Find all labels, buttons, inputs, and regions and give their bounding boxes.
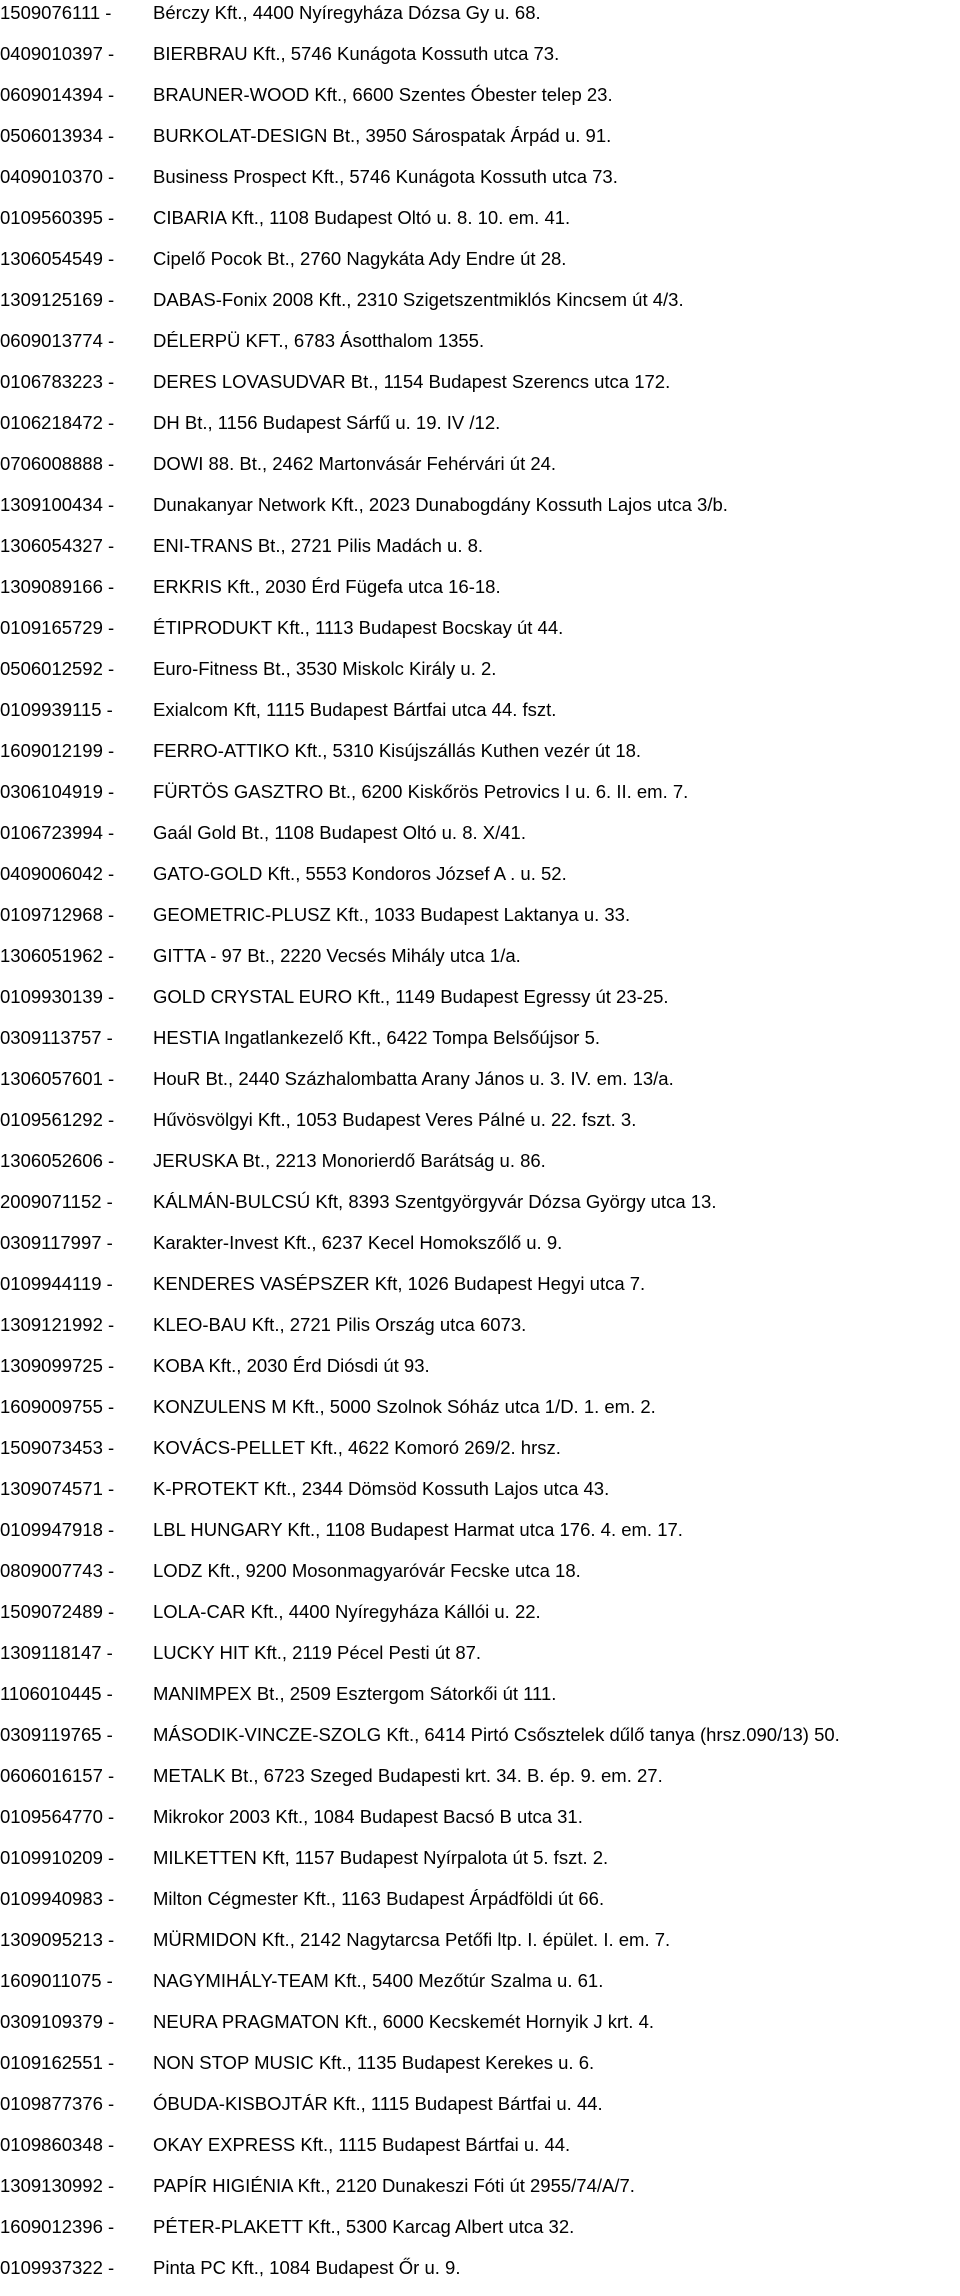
list-item <box>0 1353 960 1394</box>
company-name-and-address: LBL HUNGARY Kft., 1108 Budapest Harmat utca 176. 4. em. 17. <box>153 1519 683 1540</box>
registration-number: 0109939115 - <box>0 699 113 720</box>
list-item <box>0 697 960 738</box>
registration-number: 1306054327 - <box>0 535 115 556</box>
registration-number: 0606016157 - <box>0 1765 115 1786</box>
company-name-and-address: Bérczy Kft., 4400 Nyíregyháza Dózsa Gy u. 68. <box>153 2 541 23</box>
list-item <box>0 1230 960 1271</box>
company-name-and-address: GOLD CRYSTAL EURO Kft., 1149 Budapest Egressy út 23-25. <box>153 986 669 1007</box>
company-name-and-address: Karakter-Invest Kft., 6237 Kecel Homokszőlő u. 9. <box>153 1232 563 1253</box>
registration-number: 1309099725 - <box>0 1355 115 1376</box>
registration-number: 1609009755 - <box>0 1396 115 1417</box>
list-item <box>0 1968 960 2009</box>
company-name-and-address: MILKETTEN Kft, 1157 Budapest Nyírpalota út 5. fszt. 2. <box>153 1847 609 1868</box>
company-name-and-address: JERUSKA Bt., 2213 Monorierdő Barátság u. 86. <box>153 1150 546 1171</box>
registration-number: 0106783223 - <box>0 371 115 392</box>
company-name-and-address: HouR Bt., 2440 Százhalombatta Arany János u. 3. IV. em. 13/a. <box>153 1068 674 1089</box>
company-name-and-address: Exialcom Kft, 1115 Budapest Bártfai utca 44. fszt. <box>153 699 557 720</box>
company-name-and-address: KONZULENS M Kft., 5000 Szolnok Sóház utca 1/D. 1. em. 2. <box>153 1396 656 1417</box>
registration-number: 1309118147 - <box>0 1642 113 1663</box>
registration-number: 0409006042 - <box>0 863 115 884</box>
list-item <box>0 574 960 615</box>
company-name-and-address: Pinta PC Kft., 1084 Budapest Őr u. 9. <box>153 2257 461 2278</box>
registration-number: 1306052606 - <box>0 1150 115 1171</box>
company-name-and-address: MÁSODIK-VINCZE-SZOLG Kft., 6414 Pirtó Csősztelek dűlő tanya (hrsz.090/13) 50. <box>153 1724 840 1745</box>
registration-number: 0109162551 - <box>0 2052 115 2073</box>
company-name-and-address: KOBA Kft., 2030 Érd Diósdi út 93. <box>153 1355 430 1376</box>
list-item <box>0 1476 960 1517</box>
list-item <box>0 1107 960 1148</box>
list-item <box>0 246 960 287</box>
registration-number: 1509073453 - <box>0 1437 115 1458</box>
company-name-and-address: FERRO-ATTIKO Kft., 5310 Kisújszállás Kuthen vezér út 18. <box>153 740 642 761</box>
registration-number: 1509072489 - <box>0 1601 115 1622</box>
company-name-and-address: DERES LOVASUDVAR Bt., 1154 Budapest Szerencs utca 172. <box>153 371 671 392</box>
registration-number: 0109910209 - <box>0 1847 115 1868</box>
company-name-and-address: KLEO-BAU Kft., 2721 Pilis Ország utca 6073. <box>153 1314 527 1335</box>
company-name-and-address: GEOMETRIC-PLUSZ Kft., 1033 Budapest Laktanya u. 33. <box>153 904 631 925</box>
company-name-and-address: Gaál Gold Bt., 1108 Budapest Oltó u. 8. X/41. <box>153 822 526 843</box>
list-item <box>0 1886 960 1927</box>
list-item <box>0 1066 960 1107</box>
list-item <box>0 1517 960 1558</box>
list-item <box>0 328 960 369</box>
registration-number: 1309100434 - <box>0 494 115 515</box>
company-name-and-address: DABAS-Fonix 2008 Kft., 2310 Szigetszentmiklós Kincsem út 4/3. <box>153 289 684 310</box>
registration-number: 0109877376 - <box>0 2093 115 2114</box>
registration-number: 1509076111 - <box>0 2 112 23</box>
registration-number: 1306057601 - <box>0 1068 115 1089</box>
company-name-and-address: NAGYMIHÁLY-TEAM Kft., 5400 Mezőtúr Szalma u. 61. <box>153 1970 604 1991</box>
list-item <box>0 1025 960 1066</box>
company-name-and-address: BURKOLAT-DESIGN Bt., 3950 Sárospatak Árpád u. 91. <box>153 125 612 146</box>
registration-number: 1309125169 - <box>0 289 115 310</box>
list-item <box>0 1148 960 1189</box>
company-name-and-address: NON STOP MUSIC Kft., 1135 Budapest Kerekes u. 6. <box>153 2052 595 2073</box>
company-name-and-address: HESTIA Ingatlankezelő Kft., 6422 Tompa Belsőújsor 5. <box>153 1027 600 1048</box>
list-item <box>0 2050 960 2091</box>
registration-number: 0109947918 - <box>0 1519 115 1540</box>
list-item <box>0 533 960 574</box>
company-name-and-address: ERKRIS Kft., 2030 Érd Fügefa utca 16-18. <box>153 576 501 597</box>
registration-number: 0309119765 - <box>0 1724 113 1745</box>
company-name-and-address: DÉLERPÜ KFT., 6783 Ásotthalom 1355. <box>153 330 485 351</box>
registration-number: 0309109379 - <box>0 2011 115 2032</box>
company-name-and-address: GATO-GOLD Kft., 5553 Kondoros József A . u. 52. <box>153 863 567 884</box>
list-item <box>0 82 960 123</box>
list-item <box>0 943 960 984</box>
list-item <box>0 738 960 779</box>
list-item <box>0 1804 960 1845</box>
company-name-and-address: Hűvösvölgyi Kft., 1053 Budapest Veres Pálné u. 22. fszt. 3. <box>153 1109 637 1130</box>
list-item <box>0 164 960 205</box>
company-name-and-address: PAPÍR HIGIÉNIA Kft., 2120 Dunakeszi Fóti út 2955/74/A/7. <box>153 2175 635 2196</box>
registration-number: 1306051962 - <box>0 945 115 966</box>
registration-number: 0109165729 - <box>0 617 115 638</box>
list-item <box>0 369 960 410</box>
registration-number: 0309113757 - <box>0 1027 113 1048</box>
list-item <box>0 2173 960 2214</box>
list-item <box>0 205 960 246</box>
company-name-and-address: Mikrokor 2003 Kft., 1084 Budapest Bacsó B utca 31. <box>153 1806 583 1827</box>
company-name-and-address: MÜRMIDON Kft., 2142 Nagytarcsa Petőfi ltp. I. épület. I. em. 7. <box>153 1929 671 1950</box>
company-name-and-address: BRAUNER-WOOD Kft., 6600 Szentes Óbester telep 23. <box>153 84 613 105</box>
registration-number: 0409010397 - <box>0 43 115 64</box>
company-name-and-address: Dunakanyar Network Kft., 2023 Dunabogdány Kossuth Lajos utca 3/b. <box>153 494 728 515</box>
company-name-and-address: ÓBUDA-KISBOJTÁR Kft., 1115 Budapest Bártfai u. 44. <box>153 2093 603 2114</box>
company-name-and-address: Euro-Fitness Bt., 3530 Miskolc Király u. 2. <box>153 658 497 679</box>
registration-number: 0306104919 - <box>0 781 115 802</box>
list-item <box>0 1394 960 1435</box>
company-name-and-address: ÉTIPRODUKT Kft., 1113 Budapest Bocskay út 44. <box>153 617 564 638</box>
company-name-and-address: KÁLMÁN-BULCSÚ Kft, 8393 Szentgyörgyvár Dózsa György utca 13. <box>153 1191 717 1212</box>
company-name-and-address: LODZ Kft., 9200 Mosonmagyaróvár Fecske utca 18. <box>153 1560 581 1581</box>
company-name-and-address: FÜRTÖS GASZTRO Bt., 6200 Kiskőrös Petrovics I u. 6. II. em. 7. <box>153 781 689 802</box>
list-item <box>0 1845 960 1886</box>
company-name-and-address: MANIMPEX Bt., 2509 Esztergom Sátorkői út 111. <box>153 1683 557 1704</box>
registration-number: 0109712968 - <box>0 904 115 925</box>
list-item <box>0 1722 960 1763</box>
list-item <box>0 1312 960 1353</box>
list-item <box>0 779 960 820</box>
list-item <box>0 1763 960 1804</box>
list-item <box>0 492 960 533</box>
registration-number: 0506013934 - <box>0 125 115 146</box>
list-item <box>0 2132 960 2173</box>
registration-number: 0609013774 - <box>0 330 115 351</box>
registration-number: 1609011075 - <box>0 1970 113 1991</box>
list-item <box>0 451 960 492</box>
list-item <box>0 1558 960 1599</box>
registration-number: 0109944119 - <box>0 1273 113 1294</box>
company-name-and-address: NEURA PRAGMATON Kft., 6000 Kecskemét Hornyik J krt. 4. <box>153 2011 655 2032</box>
list-item <box>0 123 960 164</box>
registration-number: 0109564770 - <box>0 1806 115 1827</box>
company-name-and-address: K-PROTEKT Kft., 2344 Dömsöd Kossuth Lajos utca 43. <box>153 1478 610 1499</box>
registration-number: 0109940983 - <box>0 1888 115 1909</box>
registration-number: 0109560395 - <box>0 207 115 228</box>
company-name-and-address: DOWI 88. Bt., 2462 Martonvásár Fehérvári út 24. <box>153 453 557 474</box>
company-name-and-address: GITTA - 97 Bt., 2220 Vecsés Mihály utca 1/a. <box>153 945 521 966</box>
company-name-and-address: Milton Cégmester Kft., 1163 Budapest Árpádföldi út 66. <box>153 1888 605 1909</box>
registration-number: 0109937322 - <box>0 2257 115 2278</box>
list-item <box>0 1599 960 1640</box>
registration-number: 1309130992 - <box>0 2175 115 2196</box>
registration-number: 2009071152 - <box>0 1191 113 1212</box>
company-name-and-address: KENDERES VASÉPSZER Kft, 1026 Budapest Hegyi utca 7. <box>153 1273 646 1294</box>
registration-number: 0109561292 - <box>0 1109 115 1130</box>
list-item <box>0 1927 960 1968</box>
list-item <box>0 287 960 328</box>
list-item <box>0 1435 960 1476</box>
list-item <box>0 1640 960 1681</box>
registration-number: 1609012199 - <box>0 740 115 761</box>
registration-number: 0706008888 - <box>0 453 115 474</box>
list-item <box>0 1271 960 1312</box>
company-name-and-address: LOLA-CAR Kft., 4400 Nyíregyháza Kállói u. 22. <box>153 1601 541 1622</box>
list-item <box>0 615 960 656</box>
registration-number: 0109860348 - <box>0 2134 115 2155</box>
company-name-and-address: ENI-TRANS Bt., 2721 Pilis Madách u. 8. <box>153 535 484 556</box>
registration-number: 0809007743 - <box>0 1560 115 1581</box>
list-item <box>0 410 960 451</box>
registration-number: 1309095213 - <box>0 1929 115 1950</box>
registration-number: 0506012592 - <box>0 658 115 679</box>
company-name-and-address: Cipelő Pocok Bt., 2760 Nagykáta Ady Endre út 28. <box>153 248 567 269</box>
company-name-and-address: Business Prospect Kft., 5746 Kunágota Kossuth utca 73. <box>153 166 618 187</box>
registration-number: 0409010370 - <box>0 166 115 187</box>
list-item <box>0 2009 960 2050</box>
list-item <box>0 820 960 861</box>
company-name-and-address: OKAY EXPRESS Kft., 1115 Budapest Bártfai u. 44. <box>153 2134 571 2155</box>
company-name-and-address: METALK Bt., 6723 Szeged Budapesti krt. 34. B. ép. 9. em. 27. <box>153 1765 663 1786</box>
company-name-and-address: CIBARIA Kft., 1108 Budapest Oltó u. 8. 10. em. 41. <box>153 207 571 228</box>
registration-number: 0309117997 - <box>0 1232 113 1253</box>
company-name-and-address: PÉTER-PLAKETT Kft., 5300 Karcag Albert utca 32. <box>153 2216 575 2237</box>
registration-number: 1309074571 - <box>0 1478 115 1499</box>
list-item <box>0 984 960 1025</box>
registration-number: 1309089166 - <box>0 576 115 597</box>
list-item <box>0 1681 960 1722</box>
registration-number: 1106010445 - <box>0 1683 113 1704</box>
registration-number: 0109930139 - <box>0 986 115 1007</box>
company-name-and-address: KOVÁCS-PELLET Kft., 4622 Komoró 269/2. hrsz. <box>153 1437 561 1458</box>
list-item <box>0 2255 960 2296</box>
list-item <box>0 2091 960 2132</box>
list-item <box>0 0 960 41</box>
list-item <box>0 41 960 82</box>
list-item <box>0 902 960 943</box>
company-name-and-address: BIERBRAU Kft., 5746 Kunágota Kossuth utca 73. <box>153 43 560 64</box>
list-item <box>0 1189 960 1230</box>
list-item <box>0 2214 960 2255</box>
registration-number: 0609014394 - <box>0 84 115 105</box>
registration-number: 1306054549 - <box>0 248 115 269</box>
list-item <box>0 861 960 902</box>
company-name-and-address: DH Bt., 1156 Budapest Sárfű u. 19. IV /12. <box>153 412 501 433</box>
company-name-and-address: LUCKY HIT Kft., 2119 Pécel Pesti út 87. <box>153 1642 482 1663</box>
registration-number: 1609012396 - <box>0 2216 115 2237</box>
registration-number: 0106218472 - <box>0 412 115 433</box>
registration-number: 0106723994 - <box>0 822 115 843</box>
list-item <box>0 656 960 697</box>
registration-number: 1309121992 - <box>0 1314 115 1335</box>
